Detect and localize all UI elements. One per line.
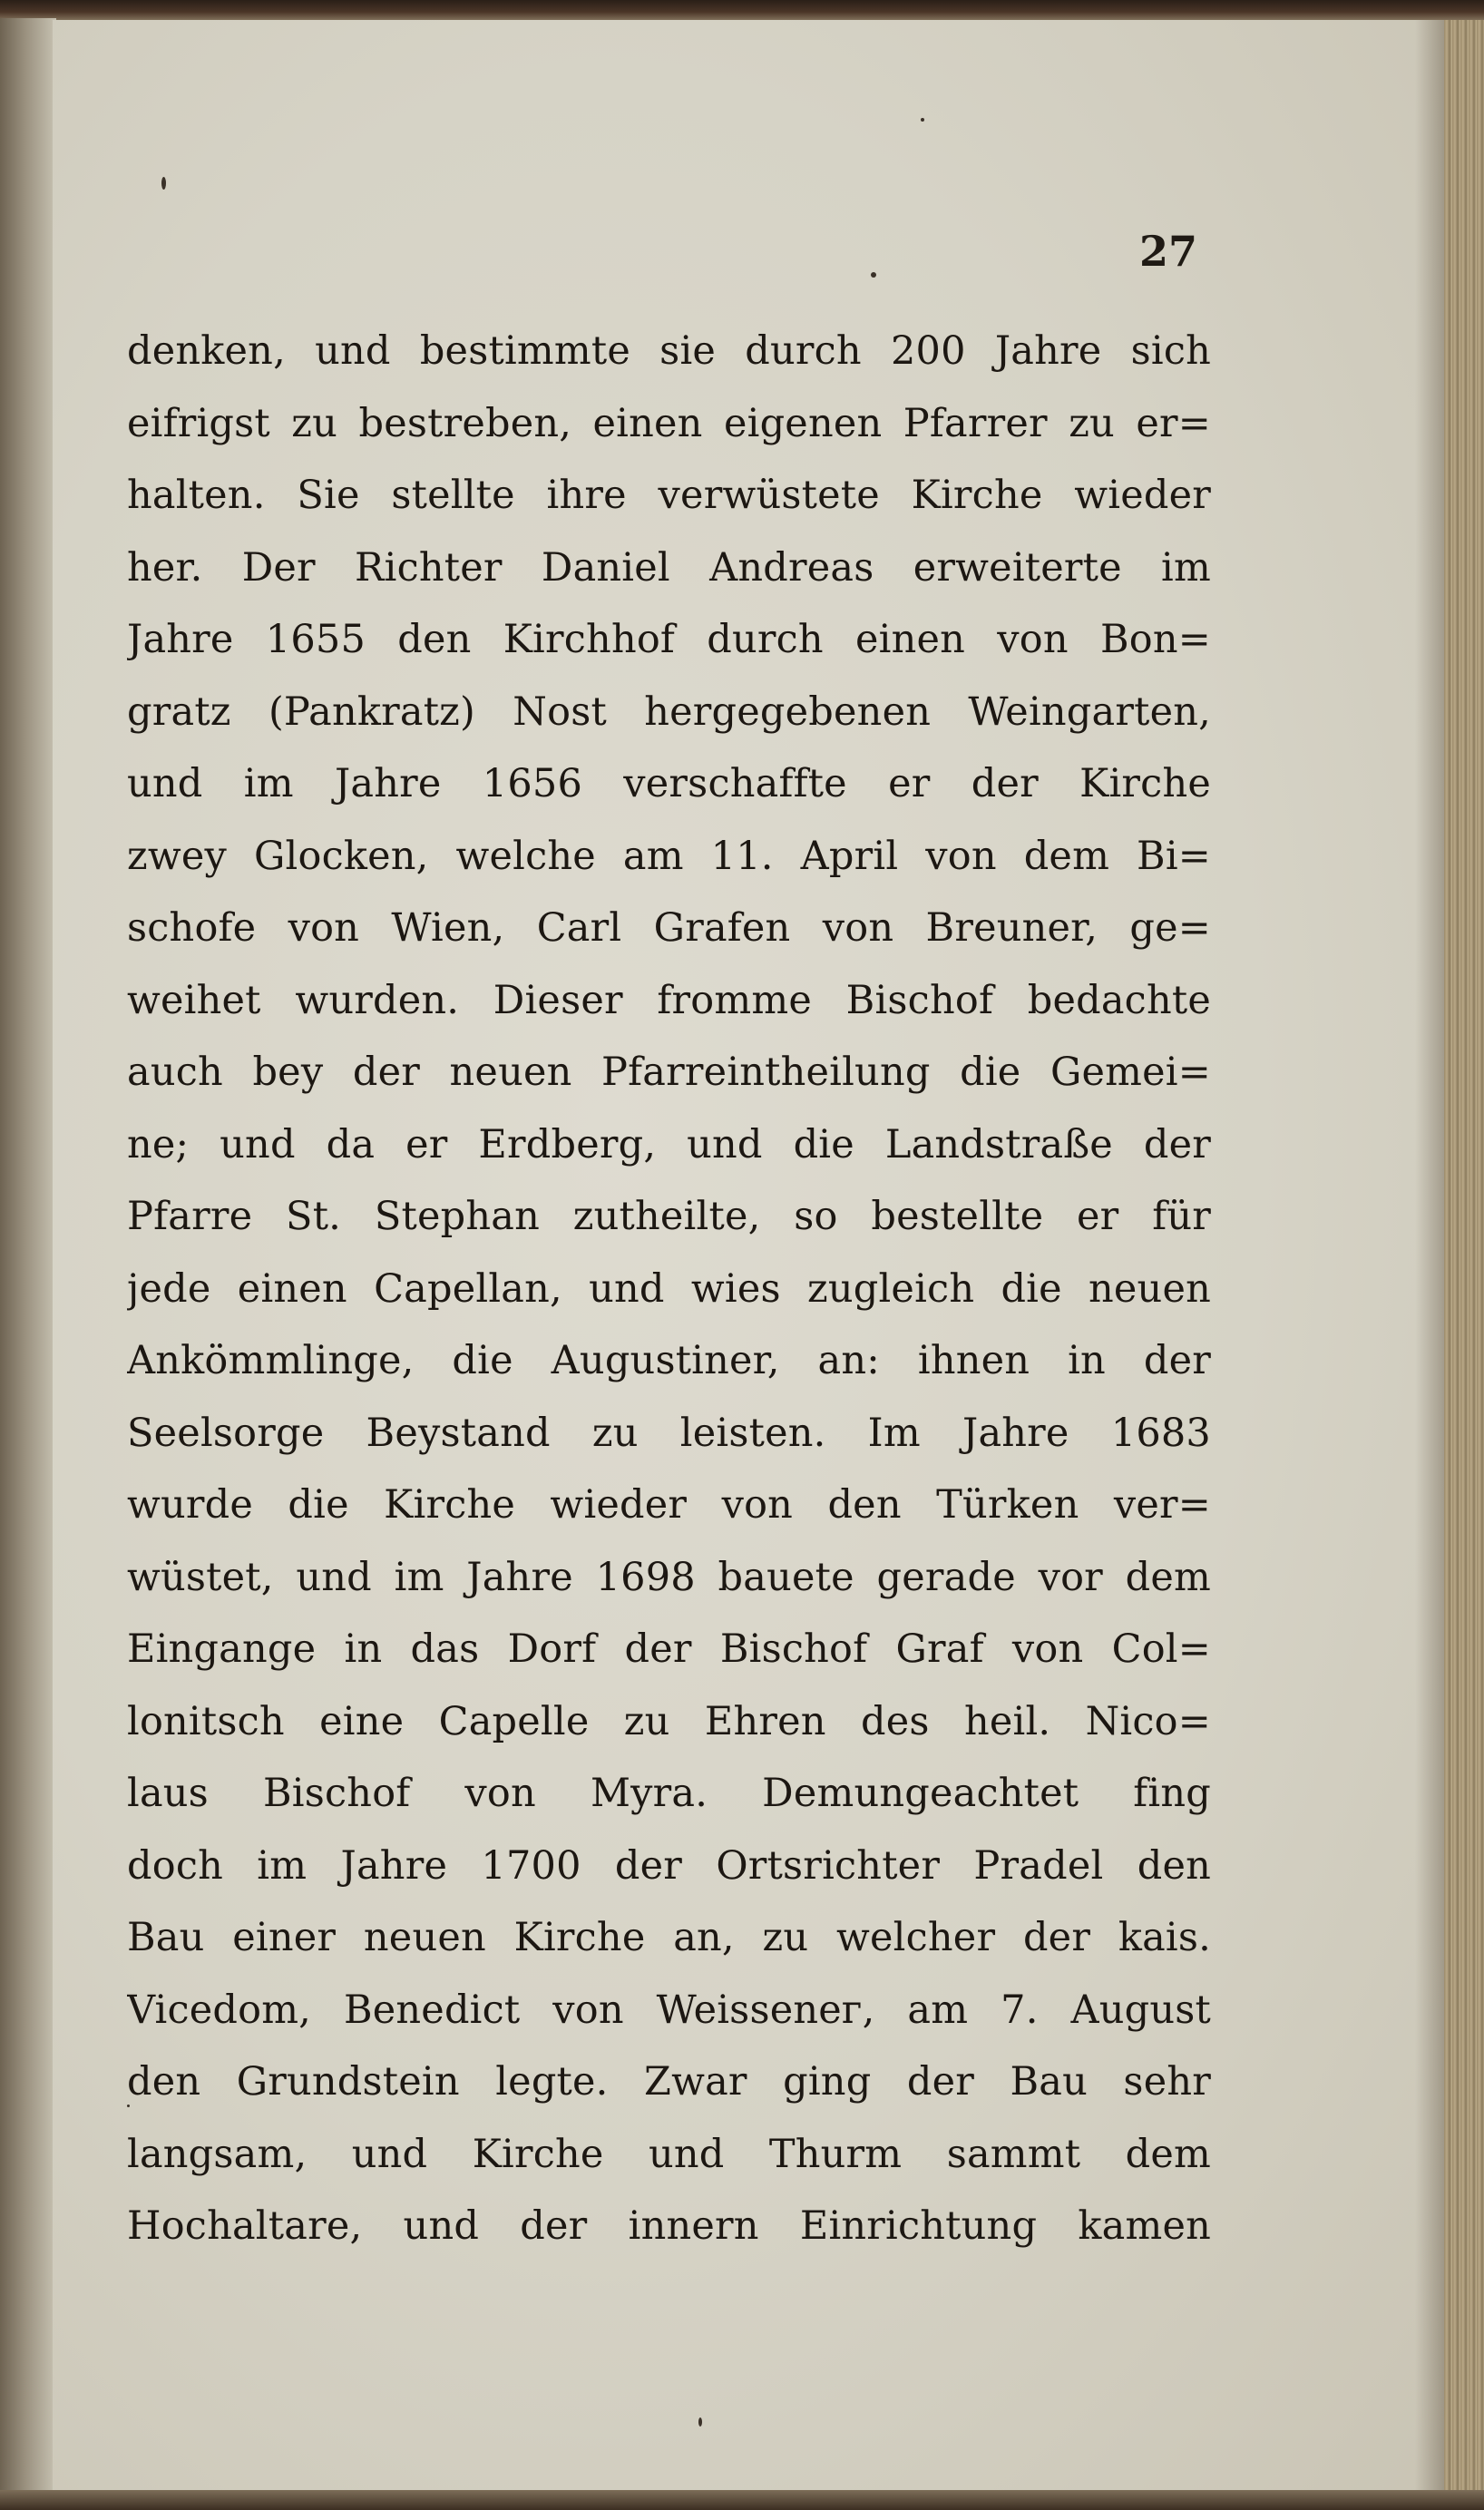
text-line: langsam, und Kirche und Thurm sammt dem	[127, 2131, 1211, 2177]
text-line: Pfarre St. Stephan zutheilte, so bestellte er für	[127, 1194, 1211, 1239]
text-line: ne; und da er Erdberg, und die Landstraße der	[127, 1121, 1211, 1167]
text-line: Ankömmlinge, die Augustiner, an: ihnen in der	[127, 1338, 1211, 1383]
text-line: eifrigst zu bestreben, einen eigenen Pfarrer zu er=	[127, 400, 1211, 446]
text-line: den Grundstein legte. Zwar ging der Bau sehr	[127, 2059, 1211, 2105]
text-line: weihet wurden. Dieser fromme Bischof bedachte	[127, 977, 1211, 1023]
text-line: her. Der Richter Daniel Andreas erweiterte im	[127, 544, 1211, 591]
paper-speck	[921, 118, 924, 122]
text-line: wüstet, und im Jahre 1698 bauete gerade vor dem	[127, 1554, 1211, 1600]
text-line: lonitsch eine Capelle zu Ehren des heil. Nico=	[127, 1698, 1211, 1744]
page-stack-edge	[1444, 20, 1484, 2493]
paper-speck	[161, 177, 166, 190]
text-line: Eingange in das Dorf der Bischof Graf von Col=	[127, 1626, 1211, 1672]
text-line: jede einen Capellan, und wies zugleich die neuen	[127, 1265, 1211, 1312]
text-line: und im Jahre 1656 verschaffte er der Kirche	[127, 761, 1211, 806]
text-line: auch bey der neuen Pfarreintheilung die Gemei=	[127, 1050, 1211, 1095]
text-line: Vicedom, Benedict von Weissenег, am 7. August	[127, 1987, 1211, 2033]
body-text	[127, 316, 1211, 2263]
book-cover-top-edge	[0, 0, 1484, 22]
paper-speck	[871, 272, 876, 278]
paper-speck	[698, 2417, 702, 2427]
text-line: denken, und bestimmte sie durch 200 Jahre sich	[127, 328, 1211, 374]
text-line: Seelsorge Beystand zu leisten. Im Jahre 1683	[127, 1410, 1211, 1456]
page-number: 27	[1138, 227, 1197, 276]
text-line: doch im Jahre 1700 der Ortsrichter Pradel den	[127, 1842, 1211, 1889]
text-line: zwey Glocken, welche am 11. April von dem Bi=	[127, 833, 1211, 879]
book-gutter	[0, 18, 56, 2495]
text-line: halten. Sie stellte ihre verwüstete Kirche wieder	[127, 473, 1211, 518]
text-line: schofe von Wien, Carl Grafen von Breuner, ge=	[127, 905, 1211, 951]
text-line: gratz (Pankratz) Nost hergegebenen Weingarten,	[127, 689, 1211, 735]
text-line: laus Bischof von Myra. Demungeachtet fing	[127, 1771, 1211, 1816]
page-edge-shadow	[1415, 20, 1446, 2493]
text-line: Hochaltare, und der innern Einrichtung kamen	[127, 2203, 1211, 2249]
text-line: wurde die Kirche wieder von den Türken ver=	[127, 1482, 1211, 1528]
text-line: Jahre 1655 den Kirchhof durch einen von Bon=	[127, 617, 1211, 662]
book-cover-bottom-edge	[0, 2490, 1484, 2510]
text-line: Bau einer neuen Kirche an, zu welcher der kais.	[127, 1915, 1211, 1960]
